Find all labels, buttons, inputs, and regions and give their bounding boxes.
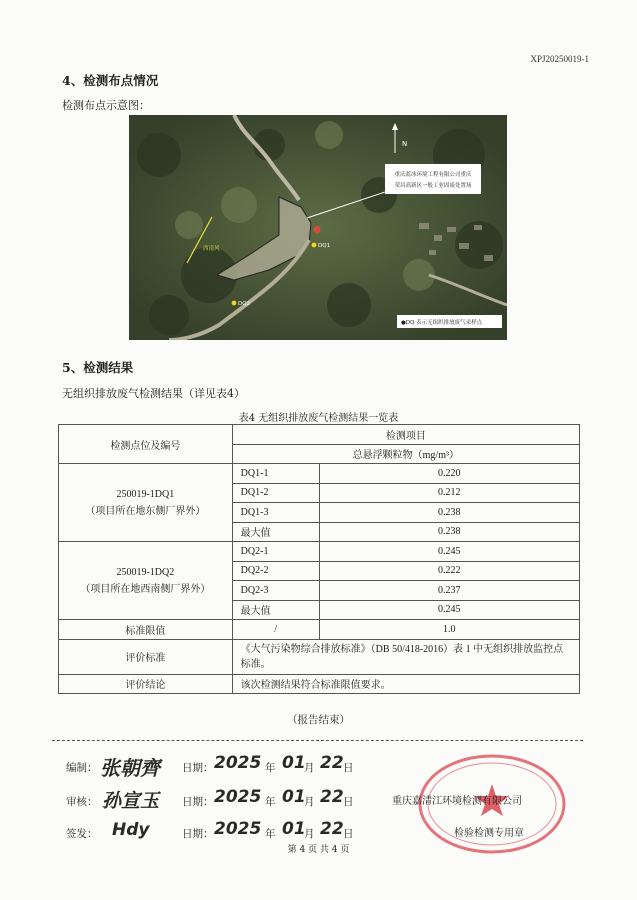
row-label: DQ1-1 (232, 464, 319, 484)
section5-title: 5、检测结果 (62, 360, 134, 375)
date2-month-char: 月 (304, 796, 315, 808)
section4-title: 4、检测布点情况 (62, 73, 159, 88)
group1-cell (59, 464, 233, 542)
limit-slash: / (232, 620, 319, 640)
group1-desc: （项目所在地东侧厂界外） (85, 505, 206, 517)
date3-year: 2025 (214, 819, 262, 839)
row-label: DQ2-1 (232, 542, 319, 562)
table-caption: 表4 无组织排放废气检测结果一览表 (238, 413, 399, 424)
conclusion-label: 评价结论 (59, 674, 233, 694)
table-header-row (59, 425, 580, 445)
map-graphic (129, 115, 507, 340)
row-value: 0.220 (319, 464, 579, 484)
table-row (59, 464, 580, 484)
conclusion-row (59, 674, 580, 694)
results-table (58, 424, 580, 694)
prepared-label: 编制： (66, 762, 98, 774)
section5-subtitle: 无组织排放废气检测结果（详见表4） (62, 387, 245, 400)
row-label: DQ1-2 (232, 483, 319, 503)
row-value: 0.245 (319, 542, 579, 562)
date2-day: 22 (320, 787, 344, 807)
issued-label: 签发： (66, 828, 98, 840)
date-label-2: 日期： (182, 796, 214, 808)
company-callout-line2: 荣昌高新区一般工业固废处置场 (394, 183, 472, 189)
conclusion-value: 该次检测结果符合标准限值要求。 (232, 674, 579, 694)
date1-year-char: 年 (265, 762, 276, 774)
header-param: 总悬浮颗粒物（mg/m³） (232, 444, 579, 464)
date3-month: 01 (282, 819, 306, 839)
dq2-label: DQ2 (238, 301, 251, 307)
date3-month-char: 月 (304, 828, 315, 840)
row-value: 0.212 (319, 483, 579, 503)
date3-day-char: 日 (343, 828, 354, 840)
dq2-dot-icon (232, 301, 237, 306)
group1-name: 250019-1DQ1 (116, 488, 175, 500)
company-name: 重庆嘉清江环境检测有限公司 (392, 796, 522, 807)
reviewed-label: 审核： (66, 796, 98, 808)
company-callout-line1: 重庆蓝冰环境工程有限公司重庆 (394, 172, 472, 178)
date1-month-char: 月 (304, 762, 315, 774)
date-label-1: 日期： (182, 762, 214, 774)
date3-day: 22 (320, 819, 344, 839)
date1-month: 01 (282, 753, 306, 773)
limit-value: 1.0 (319, 620, 579, 640)
group2-name: 250019-1DQ2 (116, 566, 175, 578)
standard-row (59, 639, 580, 674)
page-footer: 第 4 页 共 4 页 (287, 845, 350, 855)
dq1-dot-icon (312, 243, 317, 248)
row-value: 0.237 (319, 581, 579, 601)
group2-cell (59, 542, 233, 620)
date2-year-char: 年 (265, 796, 276, 808)
header-item: 检测项目 (232, 425, 579, 445)
row-label: 最大值 (232, 522, 319, 542)
date2-month: 01 (282, 787, 306, 807)
site-map (129, 115, 507, 340)
stamp-text: 检验检测专用章 (454, 828, 524, 839)
limit-row (59, 620, 580, 640)
end-note: （报告结束） (287, 714, 350, 726)
group2-desc: （项目所在地西南侧厂界外） (80, 583, 211, 595)
wind-label: 西南风 (203, 246, 220, 252)
north-label: N (402, 140, 408, 148)
date-label-3: 日期： (182, 828, 214, 840)
date3-year-char: 年 (265, 828, 276, 840)
row-value: 0.238 (319, 503, 579, 523)
standard-value: 《大气污染物综合排放标准》（DB 50/418-2016）表 1 中无组织排放监控点标准。 (232, 639, 579, 674)
date1-year: 2025 (214, 753, 262, 773)
row-label: 最大值 (232, 600, 319, 620)
section4-subtitle: 检测布点示意图： (62, 99, 150, 112)
row-label: DQ2-2 (232, 561, 319, 581)
reviewed-signature: 孙宣玉 (102, 790, 160, 812)
map-legend: ●DQ 表示无组织排放废气采样点 (401, 320, 483, 326)
date1-day-char: 日 (343, 762, 354, 774)
table-row (59, 542, 580, 562)
date2-year: 2025 (214, 787, 262, 807)
divider (52, 740, 583, 741)
limit-label: 标准限值 (59, 620, 233, 640)
prepared-signature: 张朝齊 (100, 756, 160, 780)
date1-day: 22 (320, 753, 344, 773)
document-id: XPJ20250019-1 (530, 54, 589, 64)
row-value: 0.222 (319, 561, 579, 581)
dq1-label: DQ1 (318, 243, 331, 249)
date2-day-char: 日 (343, 796, 354, 808)
header-point: 检测点位及编号 (59, 425, 233, 464)
issued-signature: Hdy (112, 820, 150, 840)
row-label: DQ1-3 (232, 503, 319, 523)
standard-label: 评价标准 (59, 639, 233, 674)
row-label: DQ2-3 (232, 581, 319, 601)
row-value: 0.238 (319, 522, 579, 542)
row-value: 0.245 (319, 600, 579, 620)
